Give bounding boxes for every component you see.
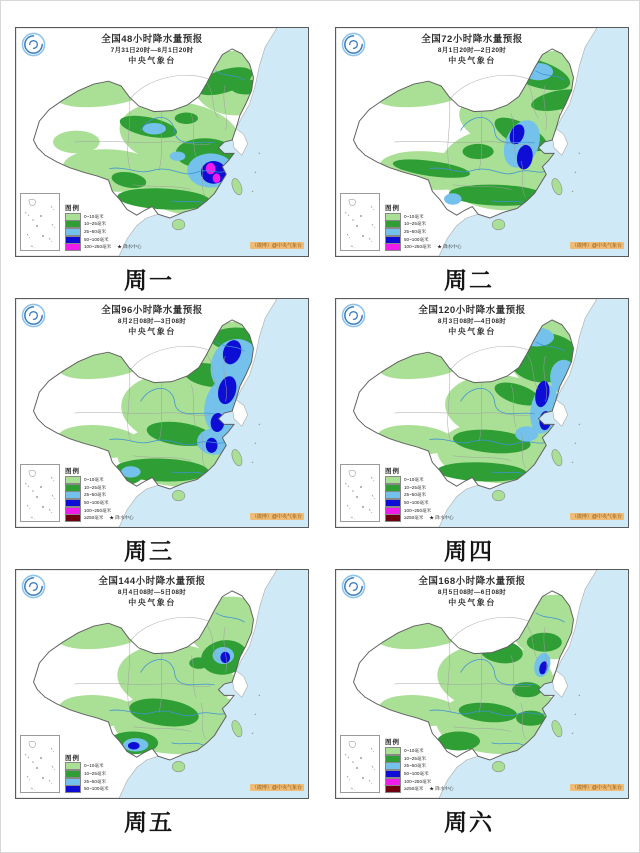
day-label: 周一 bbox=[124, 267, 174, 293]
legend-rows bbox=[65, 476, 134, 522]
cma-logo-icon bbox=[341, 303, 366, 328]
legend-label: 0~10毫米 bbox=[84, 213, 104, 219]
cma-logo-icon bbox=[21, 303, 46, 328]
legend-swatch bbox=[385, 785, 401, 793]
forecast-panel-friday bbox=[15, 569, 309, 834]
weather-map-frame bbox=[15, 569, 309, 799]
legend-label: 0~10毫米 bbox=[84, 477, 104, 483]
weather-map-frame bbox=[335, 27, 629, 257]
south-china-sea-inset bbox=[340, 464, 380, 522]
legend-label: ≥250毫米 bbox=[404, 515, 424, 521]
legend-label: 50~100毫米 bbox=[404, 500, 429, 506]
legend-label: 50~100毫米 bbox=[84, 236, 109, 242]
legend-row bbox=[65, 785, 109, 793]
legend bbox=[340, 735, 454, 793]
weather-map-frame bbox=[15, 27, 309, 257]
legend-title: 图例 bbox=[65, 468, 80, 476]
map-period: 8月4日08时—5日08时 bbox=[117, 588, 187, 596]
legend bbox=[20, 735, 109, 793]
legend-row bbox=[385, 243, 461, 251]
map-title: 全国48小时降水量预报 bbox=[101, 34, 203, 45]
weather-map-frame bbox=[335, 569, 629, 799]
day-label: 周四 bbox=[444, 538, 494, 564]
legend-label: 100~250毫米 bbox=[84, 507, 112, 513]
legend-label: 50~100毫米 bbox=[84, 500, 109, 506]
legend-label: 25~50毫米 bbox=[84, 778, 107, 784]
legend-label: 25~50毫米 bbox=[84, 229, 107, 235]
legend-swatch bbox=[65, 243, 81, 251]
map-period: 8月5日08时—6日08时 bbox=[437, 588, 507, 596]
watermark: （微博）@中央气象台 bbox=[251, 785, 302, 791]
cma-logo-icon bbox=[21, 32, 46, 57]
forecast-panel-saturday bbox=[335, 569, 629, 834]
legend-label: 50~100毫米 bbox=[404, 236, 429, 242]
legend-rows bbox=[385, 213, 461, 251]
forecast-grid bbox=[1, 1, 639, 834]
legend-rows bbox=[385, 747, 454, 793]
watermark: （微博）@中央气象台 bbox=[571, 243, 622, 249]
south-china-sea-inset bbox=[20, 735, 60, 793]
legend-label: 50~100毫米 bbox=[404, 771, 429, 777]
legend-label: 10~25毫米 bbox=[84, 221, 107, 227]
legend-rows bbox=[65, 213, 141, 251]
legend bbox=[20, 464, 134, 522]
legend-label: 100~250毫米 bbox=[84, 244, 112, 250]
legend-title: 图例 bbox=[385, 739, 400, 747]
legend-star-note: ★ 降水中心 bbox=[117, 244, 142, 250]
watermark: （微博）@中央气象台 bbox=[251, 243, 302, 249]
legend-star-note: ★ 降水中心 bbox=[429, 515, 454, 521]
map-agency: 中央气象台 bbox=[128, 597, 176, 607]
legend-star-note: ★ 降水中心 bbox=[437, 244, 462, 250]
legend-title: 图例 bbox=[65, 754, 80, 762]
legend-label: 0~10毫米 bbox=[404, 213, 424, 219]
legend-swatch bbox=[385, 514, 401, 522]
legend-label: 0~10毫米 bbox=[404, 748, 424, 754]
map-agency: 中央气象台 bbox=[448, 326, 496, 336]
legend bbox=[340, 193, 461, 251]
legend-label: 10~25毫米 bbox=[404, 221, 427, 227]
legend-rows bbox=[65, 763, 109, 793]
watermark: （微博）@中央气象台 bbox=[571, 785, 622, 791]
day-label: 周三 bbox=[124, 538, 174, 564]
legend bbox=[20, 193, 141, 251]
legend-label: 100~250毫米 bbox=[404, 244, 432, 250]
weather-map-frame bbox=[335, 298, 629, 528]
legend-label: 0~10毫米 bbox=[404, 477, 424, 483]
map-period: 8月3日08时—4日08时 bbox=[437, 317, 507, 325]
legend-swatch bbox=[65, 514, 81, 522]
legend-star-note: ★ 降水中心 bbox=[109, 515, 134, 521]
legend-label: ≥250毫米 bbox=[84, 515, 104, 521]
legend-label: 25~50毫米 bbox=[404, 229, 427, 235]
map-period: 7月31日20时—8月1日20时 bbox=[110, 46, 194, 54]
legend-label: 100~250毫米 bbox=[404, 507, 432, 513]
map-period: 8月2日08时—3日08时 bbox=[117, 317, 187, 325]
south-china-sea-inset bbox=[20, 464, 60, 522]
legend-row bbox=[65, 514, 134, 522]
legend-label: 100~250毫米 bbox=[404, 778, 432, 784]
legend-row bbox=[385, 785, 454, 793]
day-label: 周六 bbox=[444, 809, 494, 835]
legend-title: 图例 bbox=[385, 205, 400, 213]
map-title: 全国72小时降水量预报 bbox=[421, 34, 523, 45]
legend bbox=[340, 464, 454, 522]
legend-star-note: ★ 降水中心 bbox=[429, 786, 454, 792]
map-title: 全国168小时降水量预报 bbox=[418, 576, 526, 587]
legend-label: 10~25毫米 bbox=[404, 755, 427, 761]
map-agency: 中央气象台 bbox=[128, 55, 176, 65]
legend-label: 50~100毫米 bbox=[84, 786, 109, 792]
legend-label: 0~10毫米 bbox=[84, 763, 104, 769]
map-title: 全国120小时降水量预报 bbox=[418, 305, 526, 316]
day-label: 周五 bbox=[124, 809, 174, 835]
map-title: 全国144小时降水量预报 bbox=[98, 576, 206, 587]
forecast-panel-wednesday bbox=[15, 298, 309, 563]
legend-label: 25~50毫米 bbox=[404, 763, 427, 769]
forecast-panel-monday bbox=[15, 27, 309, 292]
legend-row bbox=[385, 514, 454, 522]
south-china-sea-inset bbox=[340, 193, 380, 251]
legend-label: 25~50毫米 bbox=[84, 492, 107, 498]
day-label: 周二 bbox=[444, 267, 494, 293]
south-china-sea-inset bbox=[20, 193, 60, 251]
legend-rows bbox=[385, 476, 454, 522]
legend-swatch bbox=[65, 785, 81, 793]
map-agency: 中央气象台 bbox=[448, 597, 496, 607]
cma-logo-icon bbox=[341, 32, 366, 57]
cma-logo-icon bbox=[21, 574, 46, 599]
legend-label: ≥250毫米 bbox=[404, 786, 424, 792]
weather-map-frame bbox=[15, 298, 309, 528]
forecast-panel-thursday bbox=[335, 298, 629, 563]
watermark: （微博）@中央气象台 bbox=[251, 514, 302, 520]
cma-logo-icon bbox=[341, 574, 366, 599]
south-china-sea-inset bbox=[340, 735, 380, 793]
legend-swatch bbox=[385, 243, 401, 251]
legend-title: 图例 bbox=[65, 205, 80, 213]
legend-row bbox=[65, 243, 141, 251]
legend-label: 10~25毫米 bbox=[84, 484, 107, 490]
map-agency: 中央气象台 bbox=[448, 55, 496, 65]
legend-label: 10~25毫米 bbox=[84, 771, 107, 777]
legend-title: 图例 bbox=[385, 468, 400, 476]
legend-label: 25~50毫米 bbox=[404, 492, 427, 498]
watermark: （微博）@中央气象台 bbox=[571, 514, 622, 520]
legend-label: 10~25毫米 bbox=[404, 484, 427, 490]
forecast-panel-tuesday bbox=[335, 27, 629, 292]
map-period: 8月1日20时—2日20时 bbox=[437, 46, 507, 54]
map-agency: 中央气象台 bbox=[128, 326, 176, 336]
map-title: 全国96小时降水量预报 bbox=[101, 305, 203, 316]
